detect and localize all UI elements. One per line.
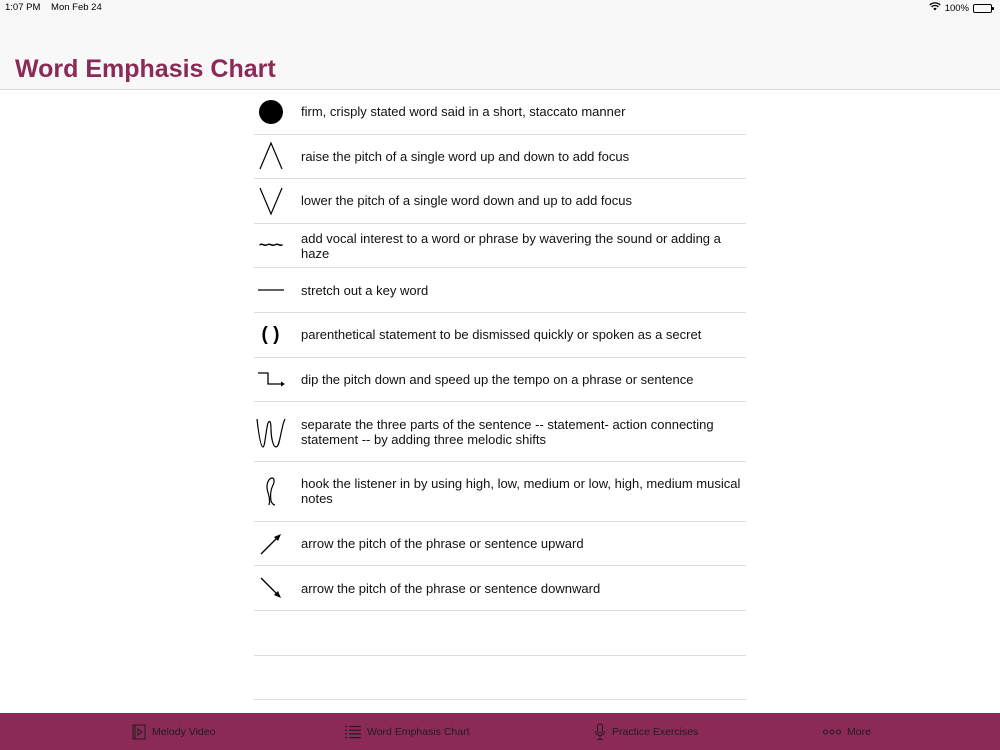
parentheses-icon: [254, 315, 287, 355]
chart-row-text: arrow the pitch of the phrase or sentence upward: [301, 536, 584, 552]
more-icon: [823, 729, 841, 735]
chart-row: [254, 90, 746, 135]
chart-row: [254, 268, 746, 313]
arrow-up-right-icon: [254, 524, 287, 564]
tab-label: Practice Exercises: [612, 725, 699, 738]
status-bar: [0, 0, 1000, 16]
chart-row-text: arrow the pitch of the phrase or sentence downward: [301, 580, 601, 596]
status-time: 1:07 PM: [5, 2, 41, 13]
tab-melody-video[interactable]: [132, 713, 215, 750]
chart-row: [254, 566, 746, 611]
chart-row-text: separate the three parts of the sentence -- statement- action connecting statement -- by adding three melodic shifts: [301, 416, 714, 447]
chart-row-text: firm, crisply stated word said in a short, staccato manner: [301, 104, 626, 120]
microphone-icon: [594, 723, 606, 741]
chart-row-text: raise the pitch of a single word up and down to add focus: [301, 148, 630, 164]
chart-row: [254, 402, 746, 462]
tilde-icon: [254, 226, 287, 266]
battery-icon: [973, 4, 992, 13]
battery-percent: 100%: [944, 2, 969, 14]
chart-row-text: parenthetical statement to be dismissed quickly or spoken as a secret: [301, 327, 702, 343]
wifi-icon: [929, 2, 941, 14]
chart-row-text: hook the listener in by using high, low, medium or low, high, medium musical notes: [301, 476, 741, 507]
page-title: Word Emphasis Chart: [15, 55, 276, 83]
list-icon: [345, 725, 361, 739]
tilde-glyph: ~~~: [258, 237, 283, 255]
chart-row: [254, 313, 746, 358]
empty-row: [254, 611, 746, 656]
chart-row-text: add vocal interest to a word or phrase by wavering the sound or adding a haze: [301, 230, 721, 261]
video-icon: [132, 724, 146, 740]
filled-circle-icon: [254, 92, 287, 132]
tab-label: Word Emphasis Chart: [367, 725, 470, 738]
tab-practice-exercises[interactable]: [594, 713, 698, 750]
tab-word-emphasis-chart[interactable]: [345, 713, 470, 750]
empty-row: [254, 656, 746, 701]
step-down-arrow-icon: [254, 359, 287, 399]
chart-row: [254, 462, 746, 522]
tab-more[interactable]: [823, 713, 871, 750]
chart-row: [254, 135, 746, 180]
chart-row-text: lower the pitch of a single word down and up to add focus: [301, 193, 632, 209]
caret-up-icon: [254, 136, 287, 176]
dash-icon: [254, 270, 287, 310]
chart-row-text: stretch out a key word: [301, 282, 429, 298]
w-wave-icon: [254, 412, 287, 452]
navigation-bar: [0, 16, 1000, 90]
status-date: Mon Feb 24: [51, 2, 102, 13]
parentheses-glyph: ( ): [261, 323, 280, 345]
chart-row-text: dip the pitch down and speed up the tempo on a phrase or sentence: [301, 371, 694, 387]
emphasis-chart-list: [254, 90, 746, 700]
tab-label: Melody Video: [152, 725, 216, 738]
hook-icon: [254, 471, 287, 511]
chart-row: [254, 358, 746, 403]
caret-down-icon: [254, 181, 287, 221]
tab-bar: [0, 713, 1000, 750]
chart-row: [254, 179, 746, 224]
chart-row: [254, 522, 746, 567]
chart-row: [254, 224, 746, 269]
tab-label: More: [847, 725, 871, 738]
arrow-down-right-icon: [254, 568, 287, 608]
